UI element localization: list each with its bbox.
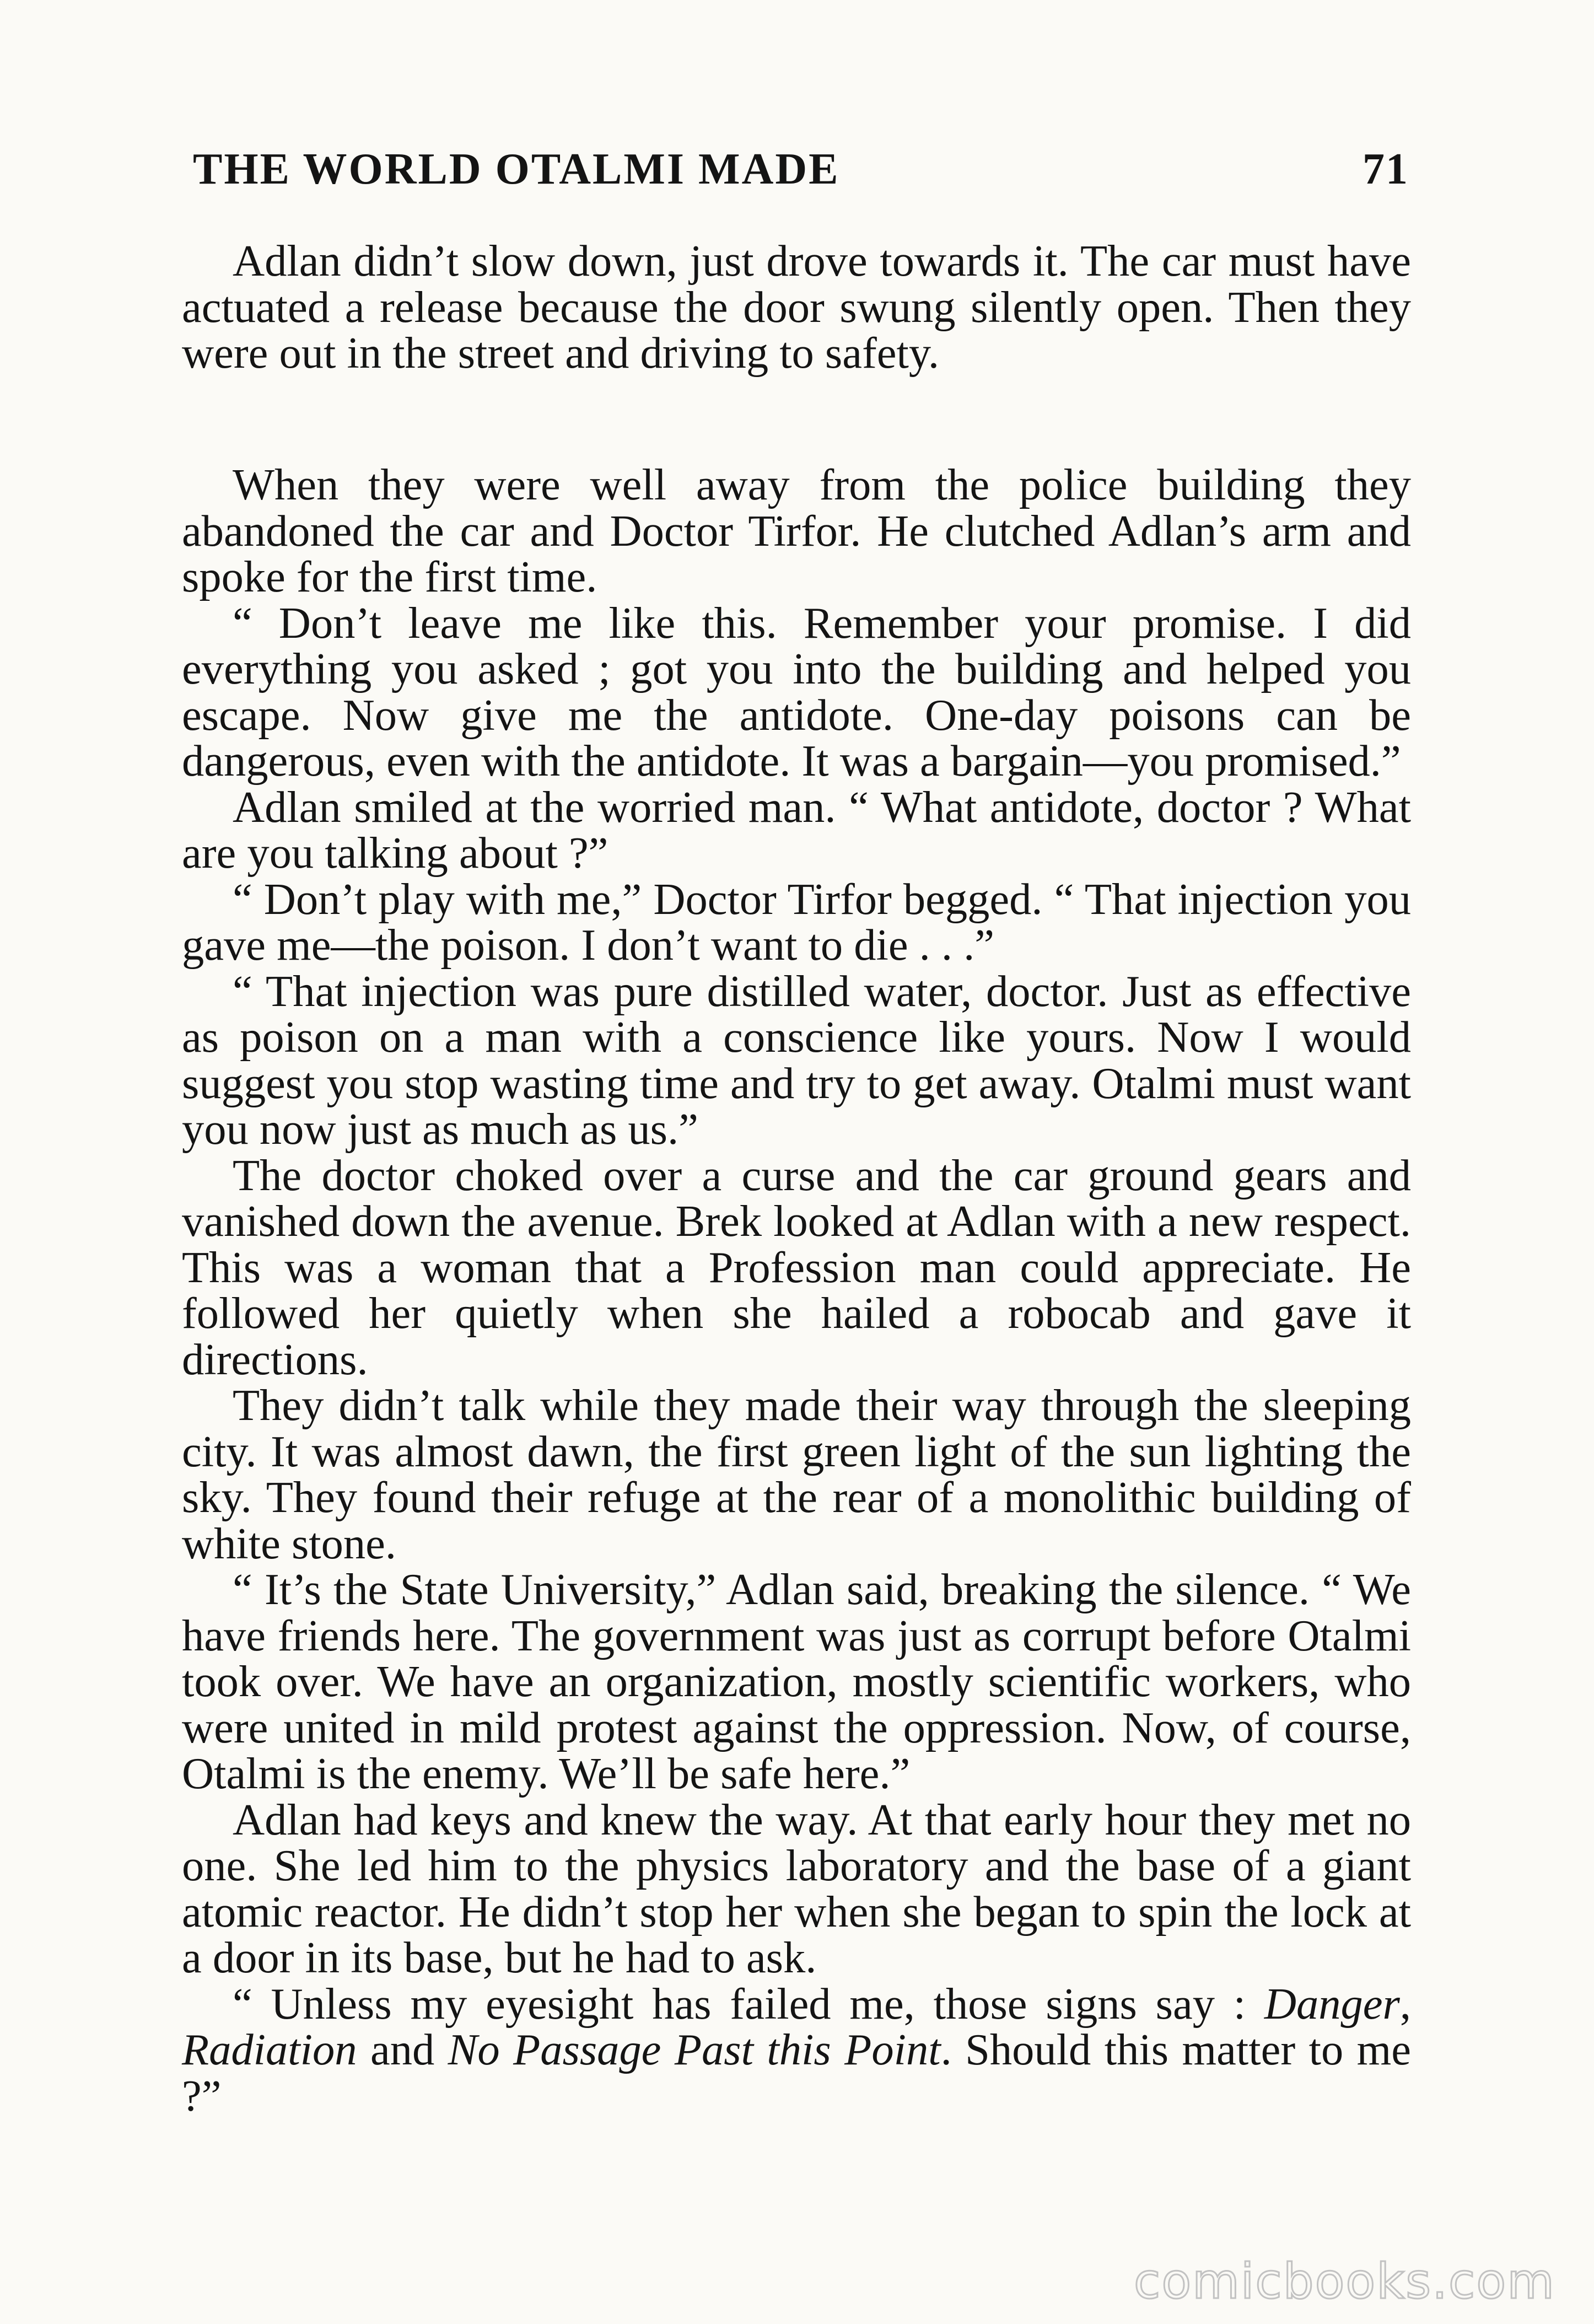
italic-sign-radiation: Radiation <box>182 2025 357 2074</box>
running-head <box>193 144 1411 205</box>
page-number: 71 <box>1363 145 1409 193</box>
text-block-section-1 <box>182 238 1411 376</box>
italic-sign-danger: Danger <box>1264 1979 1400 2029</box>
book-page <box>182 0 1411 2324</box>
paragraph-final <box>182 1981 1411 2119</box>
paragraph: “ Don’t play with me,” Doctor Tirfor begged. “ That injection you gave me—the poison. I don’t want to die . . .” <box>182 874 1411 970</box>
paragraph: Adlan didn’t slow down, just drove towards it. The car must have actuated a release because the door swung silently open. Then they were out in the street and driving to safety. <box>182 236 1411 378</box>
paragraph: Adlan smiled at the worried man. “ What antidote, doctor ? What are you talking about ?” <box>182 782 1411 878</box>
text-run: “ Unless my eyesight has failed me, those signs say : <box>233 1979 1264 2029</box>
italic-sign-no-passage: No Passage Past this Point <box>448 2025 941 2074</box>
paragraph: “ That injection was pure distilled water, doctor. Just as effective as poison on a man with a conscience like yours. Now I would suggest you stop wasting time and try to get away. Otalmi must want you now just as much as us.” <box>182 966 1411 1154</box>
watermark: comicbooks.com <box>1133 2253 1555 2310</box>
paragraph: When they were well away from the police building they abandoned the car and Doctor Tirfor. He clutched Adlan’s arm and spoke for the first time. <box>182 460 1411 601</box>
running-title: THE WORLD OTALMI MADE <box>193 145 840 193</box>
text-block-section-2 <box>182 462 1411 2119</box>
text-run: , <box>1399 1979 1411 2029</box>
text-run: . Should this matter to me ?” <box>182 2025 1411 2121</box>
text-run: and <box>357 2025 448 2074</box>
paragraph: Adlan had keys and knew the way. At that early hour they met no one. She led him to the physics laboratory and the base of a giant atomic reactor. He didn’t stop her when she began to spin the lock at a door in its base, but he had to ask. <box>182 1795 1411 1982</box>
paragraph: “ It’s the State University,” Adlan said, breaking the silence. “ We have friends here. The government was just as corrupt before Otalmi took over. We have an organization, mostly scientific workers, who were united in mild protest against the oppression. Now, of course, Otalmi is the enemy. We’ll be safe here.” <box>182 1565 1411 1798</box>
paragraph: The doctor choked over a curse and the car ground gears and vanished down the avenue. Brek looked at Adlan with a new respect. This was a woman that a Profession man could appreciate. He followed her quietly when she hailed a robocab and gave it directions. <box>182 1150 1411 1384</box>
paragraph: “ Don’t leave me like this. Remember your promise. I did everything you asked ; got you into the building and helped you escape. Now give me the antidote. One-day poisons can be dangerous, even with the antidote. It was a bargain—you promised.” <box>182 598 1411 786</box>
paragraph: They didn’t talk while they made their way through the sleeping city. It was almost dawn, the first green light of the sun lighting the sky. They found their refuge at the rear of a monolithic building of white stone. <box>182 1381 1411 1568</box>
